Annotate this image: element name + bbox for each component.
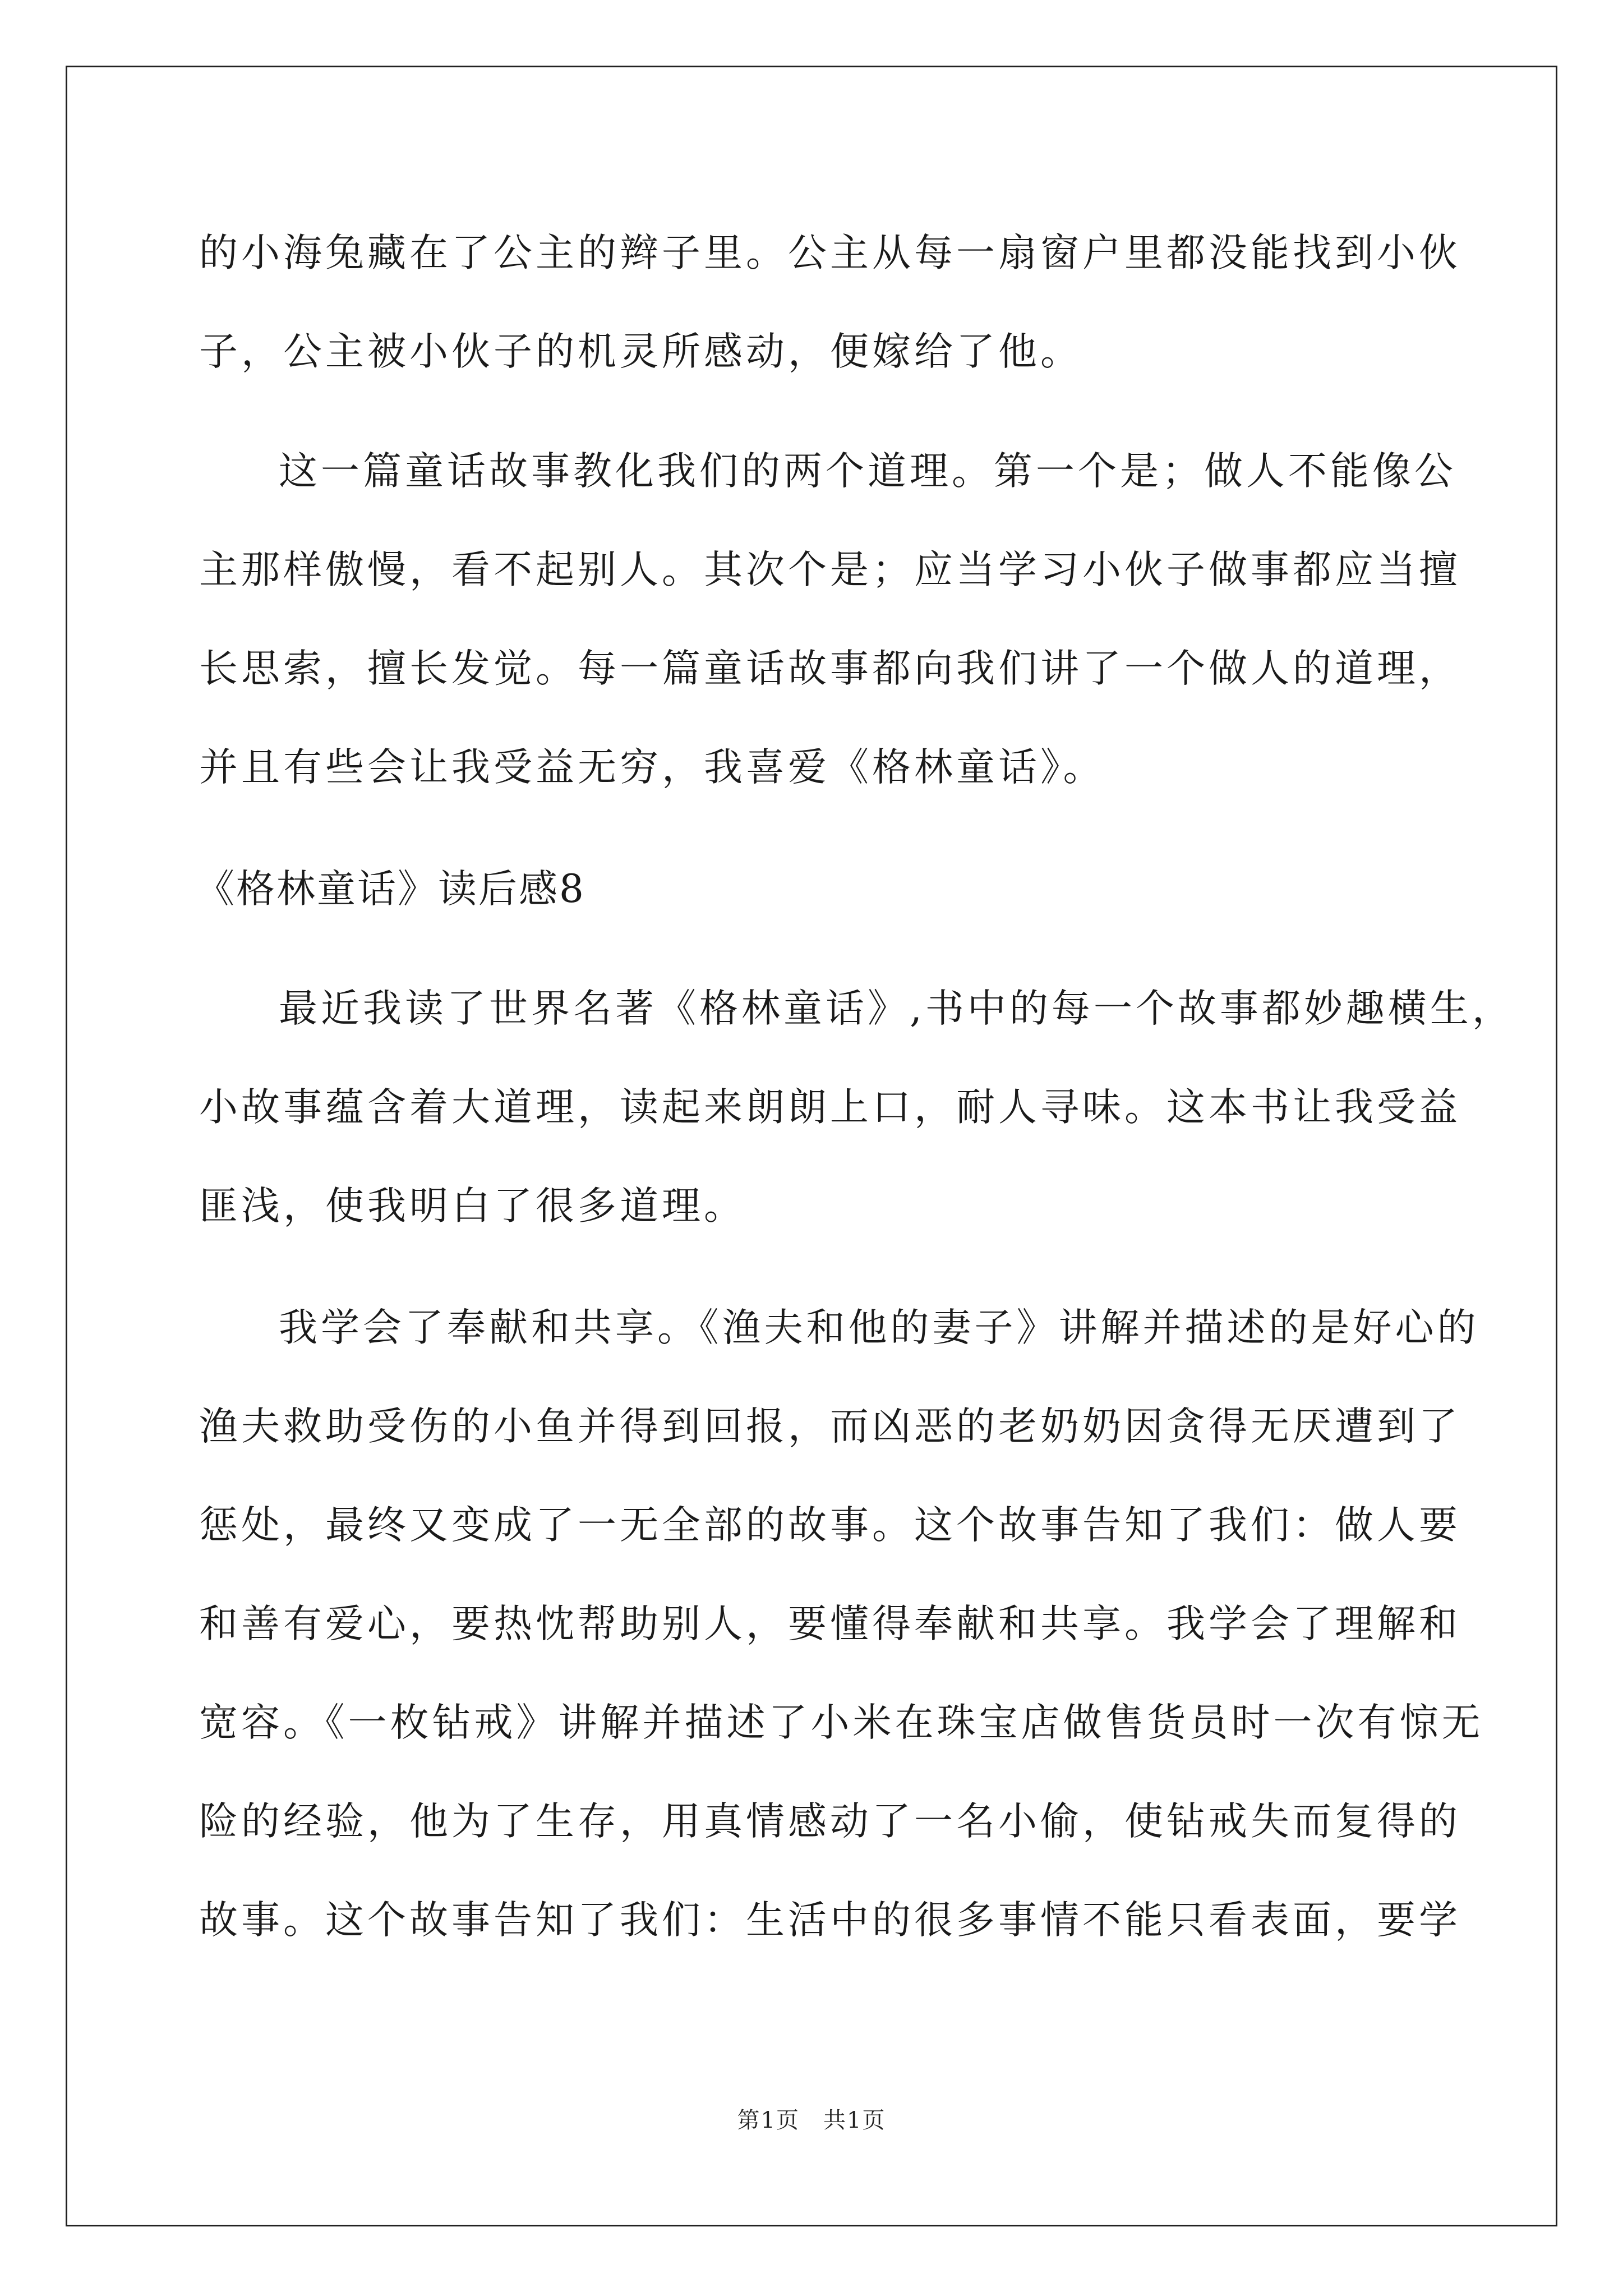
body-text-line: 故事。这个故事告知了我们：生活中的很多事情不能只看表面，要学 bbox=[199, 1898, 1461, 1943]
body-text-line: 我学会了奉献和共享。《渔夫和他的妻子》讲解并描述的是好心的 bbox=[279, 1305, 1479, 1350]
section-heading: 《格林童话》读后感8 bbox=[196, 867, 585, 912]
body-text-line: 惩处，最终又变成了一无全部的故事。这个故事告知了我们：做人要 bbox=[199, 1503, 1461, 1548]
body-text-line: 最近我读了世界名著《格林童话》,书中的每一个故事都妙趣横生， bbox=[279, 986, 1514, 1031]
body-text-line: 主那样傲慢，看不起别人。其次个是；应当学习小伙子做事都应当擅 bbox=[199, 547, 1461, 592]
body-text-line: 的小海兔藏在了公主的辫子里。公主从每一扇窗户里都没能找到小伙 bbox=[199, 231, 1461, 275]
body-text-line: 险的经验，他为了生存，用真情感动了一名小偷，使钻戒失而复得的 bbox=[199, 1799, 1461, 1844]
body-text-line: 宽容。《一枚钻戒》讲解并描述了小米在珠宝店做售货员时一次有惊无 bbox=[199, 1700, 1484, 1745]
body-text-line: 这一篇童话故事教化我们的两个道理。第一个是；做人不能像公 bbox=[279, 449, 1456, 494]
body-text-line: 子，公主被小伙子的机灵所感动，便嫁给了他。 bbox=[199, 329, 1082, 374]
body-text-line: 和善有爱心，要热忱帮助别人，要懂得奉献和共享。我学会了理解和 bbox=[199, 1602, 1461, 1646]
body-text-line: 长思索，擅长发觉。每一篇童话故事都向我们讲了一个做人的道理， bbox=[199, 646, 1461, 691]
body-text-line: 渔夫救助受伤的小鱼并得到回报，而凶恶的老奶奶因贪得无厌遭到了 bbox=[199, 1404, 1461, 1449]
body-text-line: 小故事蕴含着大道理，读起来朗朗上口，耐人寻味。这本书让我受益 bbox=[199, 1085, 1461, 1130]
body-text-line: 匪浅，使我明白了很多道理。 bbox=[199, 1184, 746, 1228]
body-text-line: 并且有些会让我受益无穷，我喜爱《格林童话》。 bbox=[199, 745, 1105, 790]
page-number-footer: 第1页 共1页 bbox=[737, 2108, 886, 2133]
